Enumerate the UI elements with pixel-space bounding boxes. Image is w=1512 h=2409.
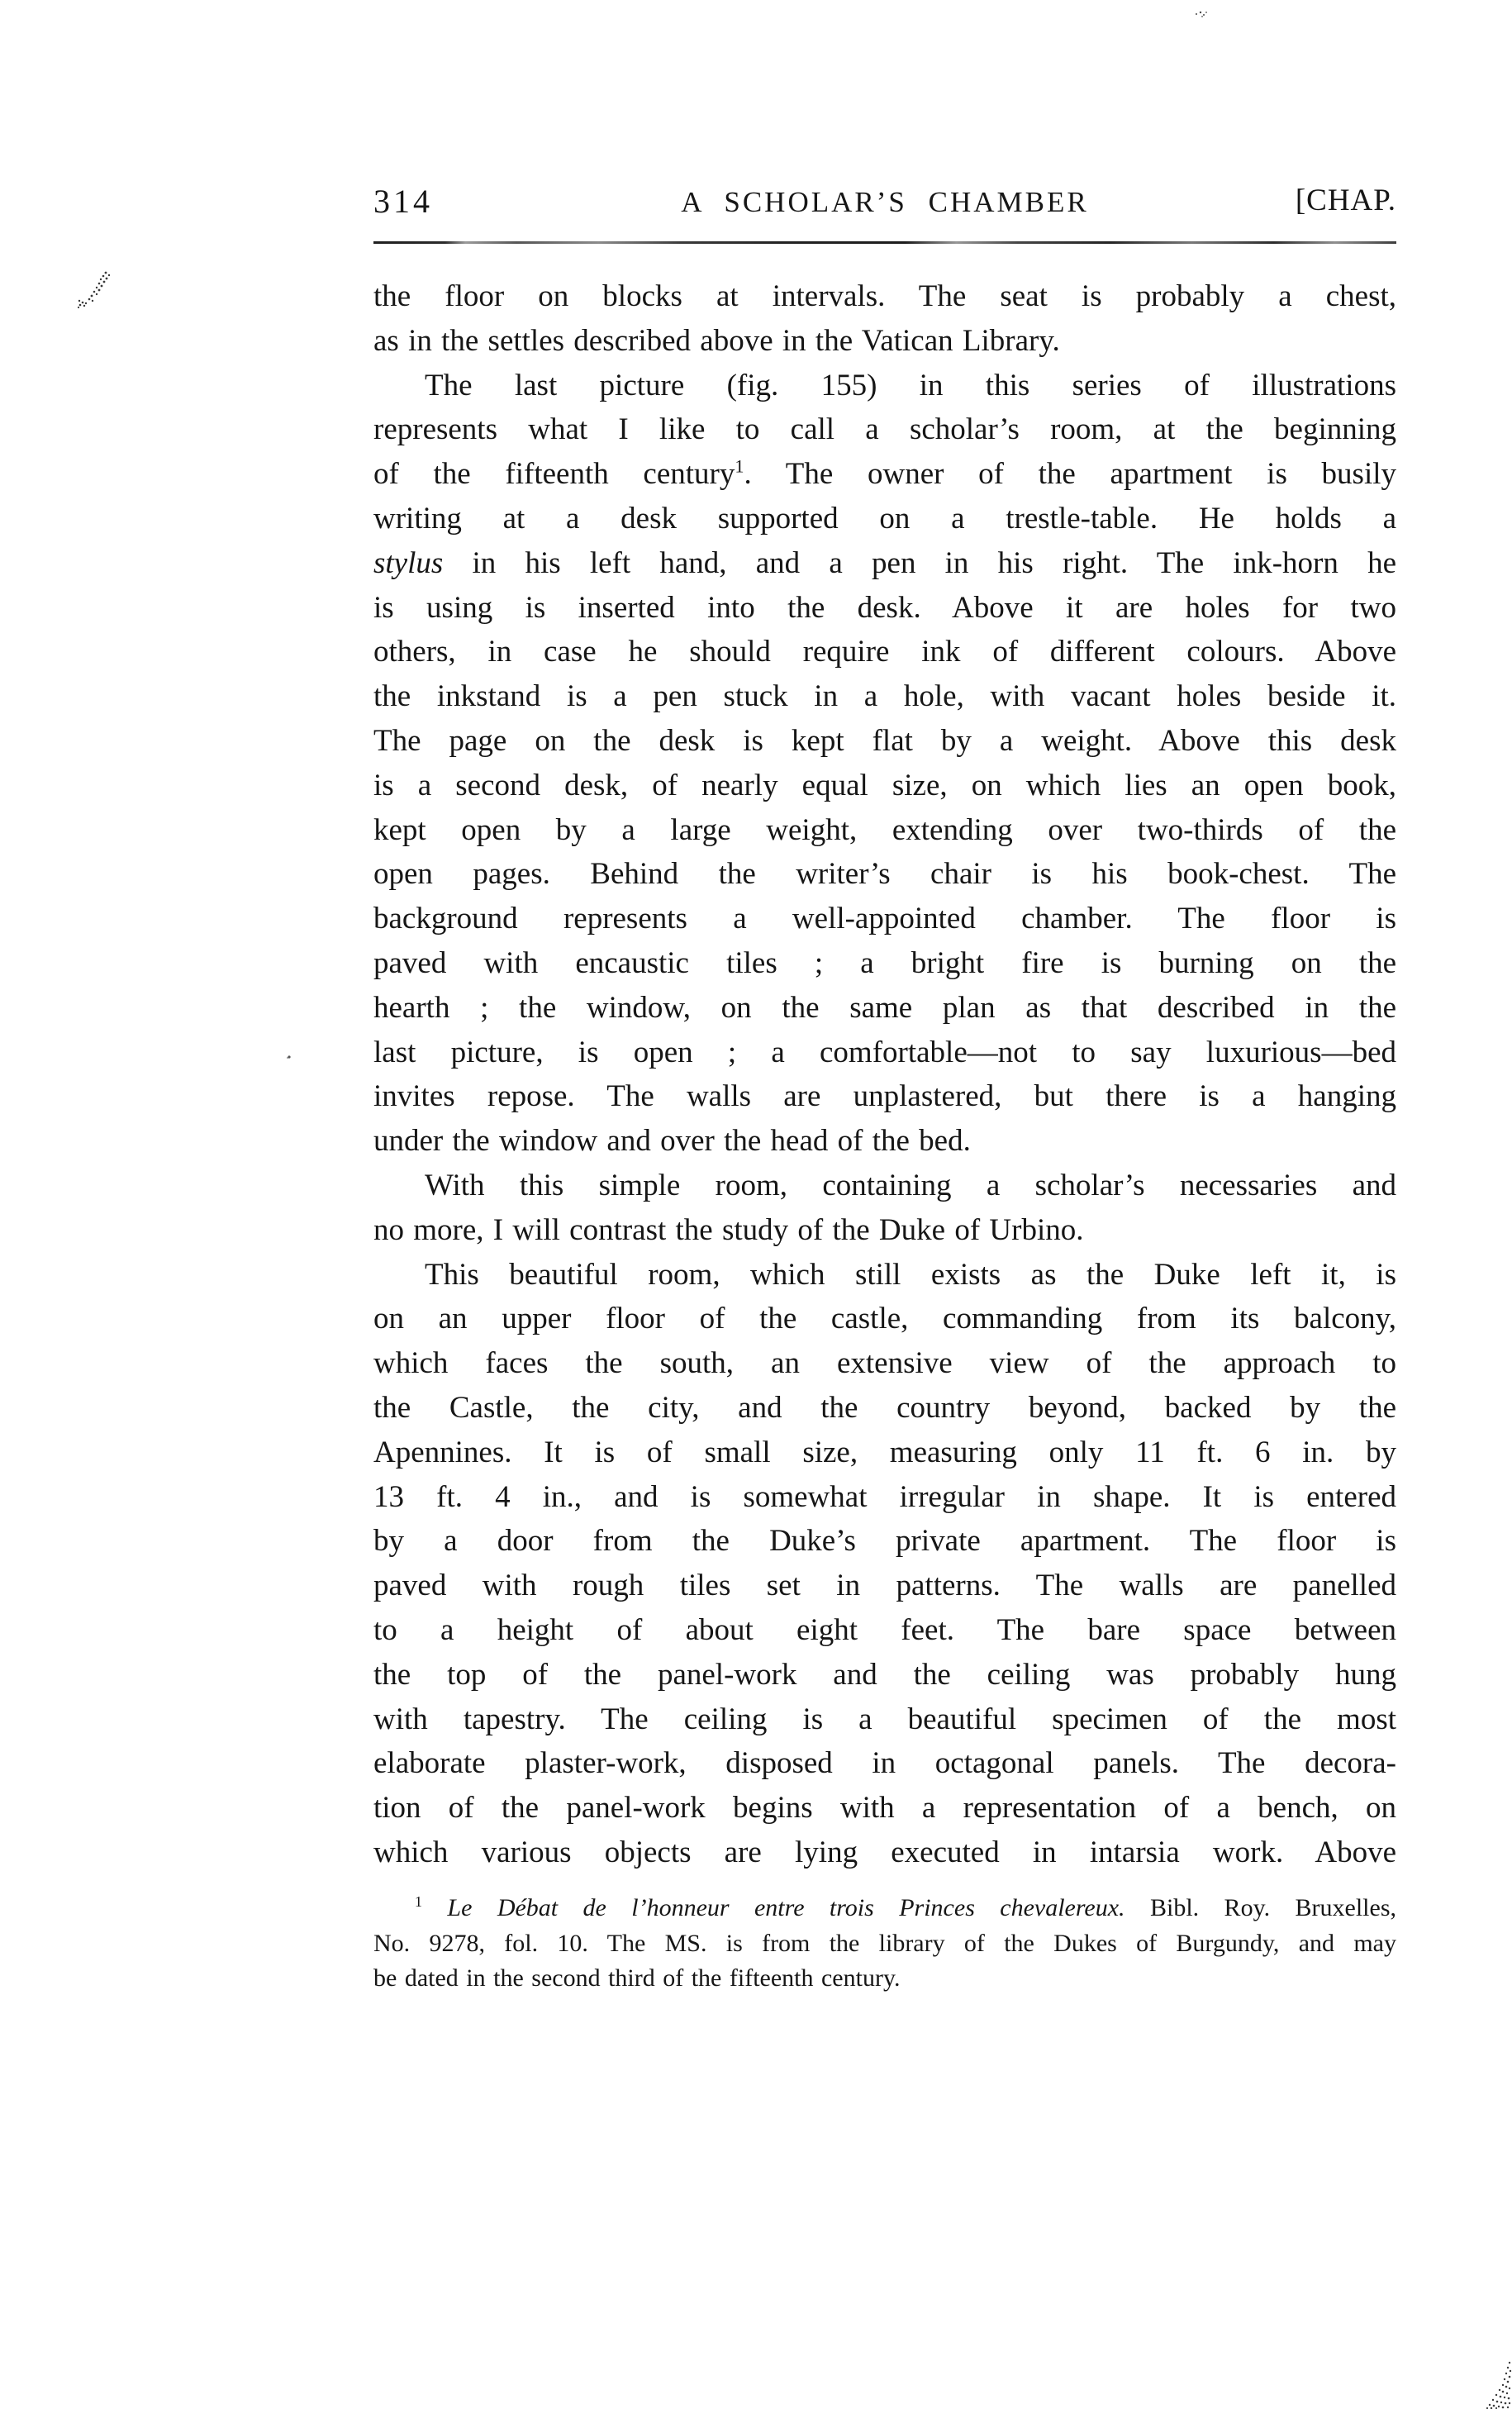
text-line: [373, 1653, 1396, 1697]
text-segment: in his left hand, and a pen in his right. The ink-horn he: [443, 545, 1396, 580]
text-line: [373, 674, 1396, 719]
text-line: [373, 1961, 1396, 1997]
text-segment: by a door from the Duke’s private apartment. The floor is: [373, 1524, 1396, 1559]
text-line: [373, 497, 1396, 541]
text-segment: elaborate plaster-work, disposed in octagonal panels. The decora-: [373, 1746, 1396, 1781]
text-segment: the inkstand is a pen stuck in a hole, with vacant holes beside it.: [373, 679, 1396, 714]
text-line: [373, 1074, 1396, 1119]
text-segment: which various objects are lying executed in intarsia work. Above: [373, 1835, 1396, 1869]
text-line: [373, 1031, 1396, 1075]
text-line: [373, 274, 1396, 319]
text-line: [373, 541, 1396, 586]
text-line: [373, 808, 1396, 853]
text-segment: 13 ft. 4 in., and is somewhat irregular in shape. It is entered: [373, 1479, 1396, 1514]
header-rule: [373, 241, 1396, 244]
text-line: [373, 1697, 1396, 1742]
text-segment: This beautiful room, which still exists as the Duke left it, is: [425, 1257, 1396, 1292]
text-line: [373, 1386, 1396, 1431]
chapter-label: [CHAP.: [1295, 183, 1396, 217]
text-line: [373, 452, 1396, 497]
text-line: [373, 1519, 1396, 1564]
italic-text: Le Débat de l’honneur entre trois Princes chevalereux.: [447, 1894, 1125, 1921]
footnote: [373, 1891, 1396, 1997]
italic-text: stylus: [373, 545, 444, 580]
text-segment: with tapestry. The ceiling is a beautiful specimen of the most: [373, 1702, 1396, 1736]
speck-mark: [1195, 10, 1208, 18]
text-segment: Bibl. Roy. Bruxelles,: [1124, 1894, 1396, 1921]
text-segment: writing at a desk supported on a trestle-table. He holds a: [373, 501, 1396, 536]
text-segment: The page on the desk is kept flat by a weight. Above this desk: [373, 723, 1396, 758]
text-segment: The last picture (fig. 155) in this series of illustrations: [425, 368, 1396, 402]
text-segment: is using is inserted into the desk. Above it are holes for two: [373, 590, 1396, 625]
text-segment: invites repose. The walls are unplastered, but there is a hanging: [373, 1079, 1396, 1114]
text-segment: represents what I like to call a scholar’s room, at the beginning: [373, 412, 1396, 447]
pen-squiggle-mark: [76, 269, 116, 311]
text-line: [373, 1208, 1396, 1253]
text-segment: [422, 1894, 447, 1921]
text-line: [373, 897, 1396, 941]
text-segment: others, in case he should require ink of different colours. Above: [373, 635, 1396, 669]
text-line: [373, 941, 1396, 986]
text-segment: No. 9278, fol. 10. The MS. is from the library of the Dukes of Burgundy, and may: [373, 1929, 1396, 1957]
text-segment: Apennines. It is of small size, measuring only 11 ft. 6 in. by: [373, 1435, 1396, 1469]
text-line: [373, 1431, 1396, 1475]
text-line: [373, 1341, 1396, 1386]
text-segment: the floor on blocks at intervals. The seat is probably a chest,: [373, 279, 1396, 313]
text-segment: With this simple room, containing a scholar’s necessaries and: [425, 1168, 1396, 1202]
page-number: 314: [373, 183, 433, 220]
text-segment: under the window and over the head of the bed.: [373, 1124, 971, 1159]
text-line: [373, 1164, 1396, 1208]
text-segment: on an upper floor of the castle, commanding from its balcony,: [373, 1302, 1396, 1336]
text-segment: paved with encaustic tiles ; a bright fire is burning on the: [373, 945, 1396, 980]
text-line: [373, 764, 1396, 808]
text-line: [373, 1891, 1396, 1926]
text-line: [373, 1831, 1396, 1875]
text-line: [373, 630, 1396, 674]
running-title: A SCHOLAR’S CHAMBER: [681, 186, 1089, 218]
text-segment: . The owner of the apartment is busily: [744, 457, 1396, 492]
text-segment: which faces the south, an extensive view of the approach to: [373, 1346, 1396, 1381]
text-segment: as in the settles described above in the Vatican Library.: [373, 323, 1060, 358]
text-segment: hearth ; the window, on the same plan as that described in the: [373, 990, 1396, 1025]
text-line: [373, 1475, 1396, 1520]
text-line: [373, 1786, 1396, 1831]
text-line: [373, 1608, 1396, 1653]
text-segment: open pages. Behind the writer’s chair is his book-chest. The: [373, 857, 1396, 892]
superscript-marker: 1: [415, 1893, 422, 1910]
body-text: [373, 274, 1396, 1875]
text-line: [373, 319, 1396, 364]
text-segment: of the fifteenth century: [373, 457, 735, 492]
text-line: [373, 1926, 1396, 1962]
text-segment: be dated in the second third of the fifteenth century.: [373, 1964, 901, 1992]
text-line: [373, 1253, 1396, 1297]
text-line: [373, 586, 1396, 631]
corner-stipple-mark: [1486, 2360, 1512, 2409]
text-segment: kept open by a large weight, extending over two-thirds of the: [373, 812, 1396, 847]
text-line: [373, 986, 1396, 1031]
text-line: [373, 1119, 1396, 1164]
superscript-marker: 1: [735, 455, 744, 477]
text-line: [373, 719, 1396, 764]
text-line: [373, 1741, 1396, 1786]
text-line: [373, 852, 1396, 897]
text-segment: tion of the panel-work begins with a representation of a bench, on: [373, 1791, 1396, 1826]
margin-dot-mark: [287, 1049, 292, 1054]
text-segment: paved with rough tiles set in patterns. The walls are panelled: [373, 1569, 1396, 1603]
text-segment: the Castle, the city, and the country beyond, backed by the: [373, 1390, 1396, 1425]
text-segment: last picture, is open ; a comfortable—not to say luxurious—bed: [373, 1035, 1396, 1069]
text-line: [373, 1564, 1396, 1608]
text-segment: is a second desk, of nearly equal size, on which lies an open book,: [373, 768, 1396, 802]
text-line: [373, 1297, 1396, 1341]
text-line: [373, 364, 1396, 408]
text-segment: no more, I will contrast the study of the Duke of Urbino.: [373, 1212, 1084, 1247]
text-segment: background represents a well-appointed chamber. The floor is: [373, 902, 1396, 936]
text-segment: the top of the panel-work and the ceiling was probably hung: [373, 1657, 1396, 1692]
text-segment: to a height of about eight feet. The bare space between: [373, 1612, 1396, 1647]
text-line: [373, 407, 1396, 452]
